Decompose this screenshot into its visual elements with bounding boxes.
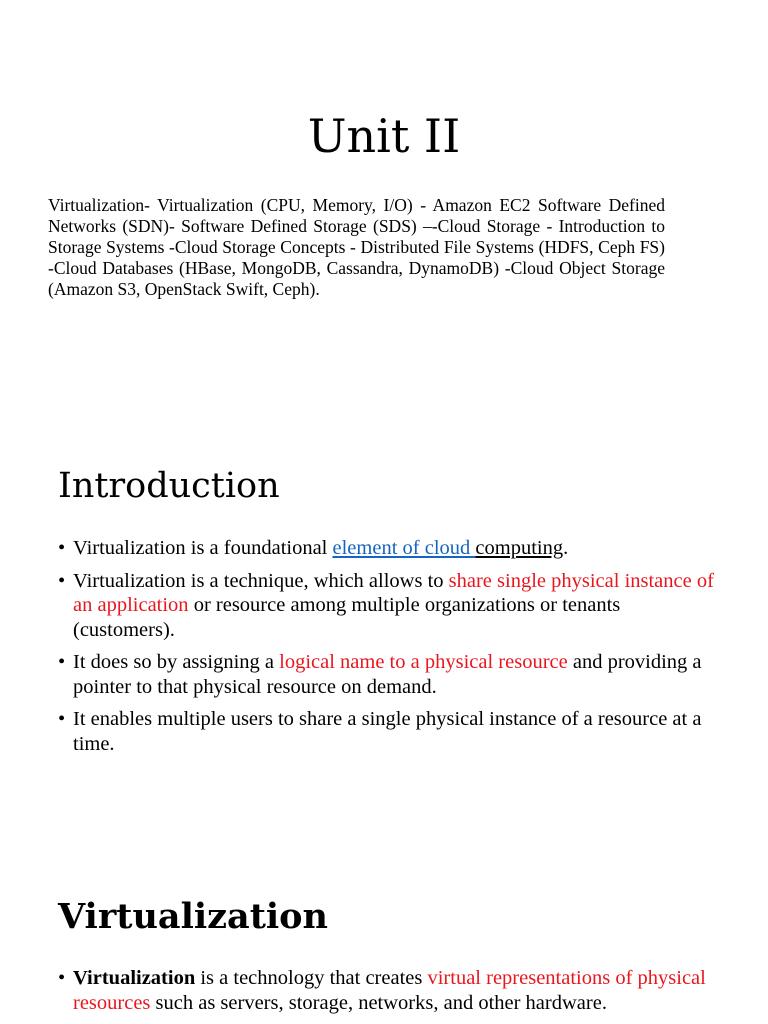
bullet-text: It enables multiple users to share a single physical instance of a resource at a time. <box>73 708 702 755</box>
bullet-text: It does so by assigning a <box>73 651 280 673</box>
bullet-text: such as servers, storage, networks, and other hardware. <box>150 991 607 1014</box>
highlighted-text: virtual representations of physical resources <box>73 967 706 1014</box>
virtualization-heading: Virtualization <box>58 896 328 937</box>
bullet-text: . <box>563 537 569 559</box>
introduction-bullet-list <box>58 536 718 764</box>
bullet-item <box>58 650 718 699</box>
bullet-dot-icon: • <box>58 651 66 673</box>
highlighted-text: logical name to a physical resource <box>279 651 568 673</box>
introduction-heading: Introduction <box>58 466 280 506</box>
bullet-dot-icon: • <box>58 537 66 559</box>
bullet-item <box>58 966 718 1015</box>
underlined-text: computing <box>475 537 564 559</box>
bullet-text: or resource among multiple organizations or tenants (customers). <box>73 594 621 641</box>
bullet-item <box>58 569 718 643</box>
bullet-text: and providing a pointer to that physical resource on demand. <box>73 651 702 698</box>
bullet-dot-icon: • <box>58 569 66 592</box>
bullet-dot-icon: • <box>58 967 66 989</box>
unit-title: Unit II <box>307 109 461 163</box>
bullet-item <box>58 707 718 756</box>
virtualization-bullet-list <box>58 966 718 1023</box>
bullet-text: Virtualization is a foundational <box>73 537 333 559</box>
bullet-dot-icon: • <box>58 708 66 730</box>
cloud-link[interactable]: element of cloud <box>332 537 476 559</box>
unit-description: Virtualization- Virtualization (CPU, Memory, I/O) - Amazon EC2 Software Defined Networks (SDN)- Software Defined Storage (SDS) –-Cloud Storage - Introduction to Storage Systems -Cloud Storage Concepts - Distributed File Systems (HDFS, Ceph FS) -Cloud Databases (HBase, MongoDB, Cassandra, DynamoDB) -Cloud Object Storage (Amazon S3, OpenStack Swift, Ceph). <box>48 195 665 299</box>
highlighted-text: share single physical instance of an application <box>73 569 714 616</box>
bullet-item <box>58 536 718 561</box>
bullet-text: is a technology that creates <box>195 967 428 989</box>
bold-term: Virtualization <box>73 967 196 989</box>
bullet-text: Virtualization is a technique, which allows to <box>73 569 449 592</box>
